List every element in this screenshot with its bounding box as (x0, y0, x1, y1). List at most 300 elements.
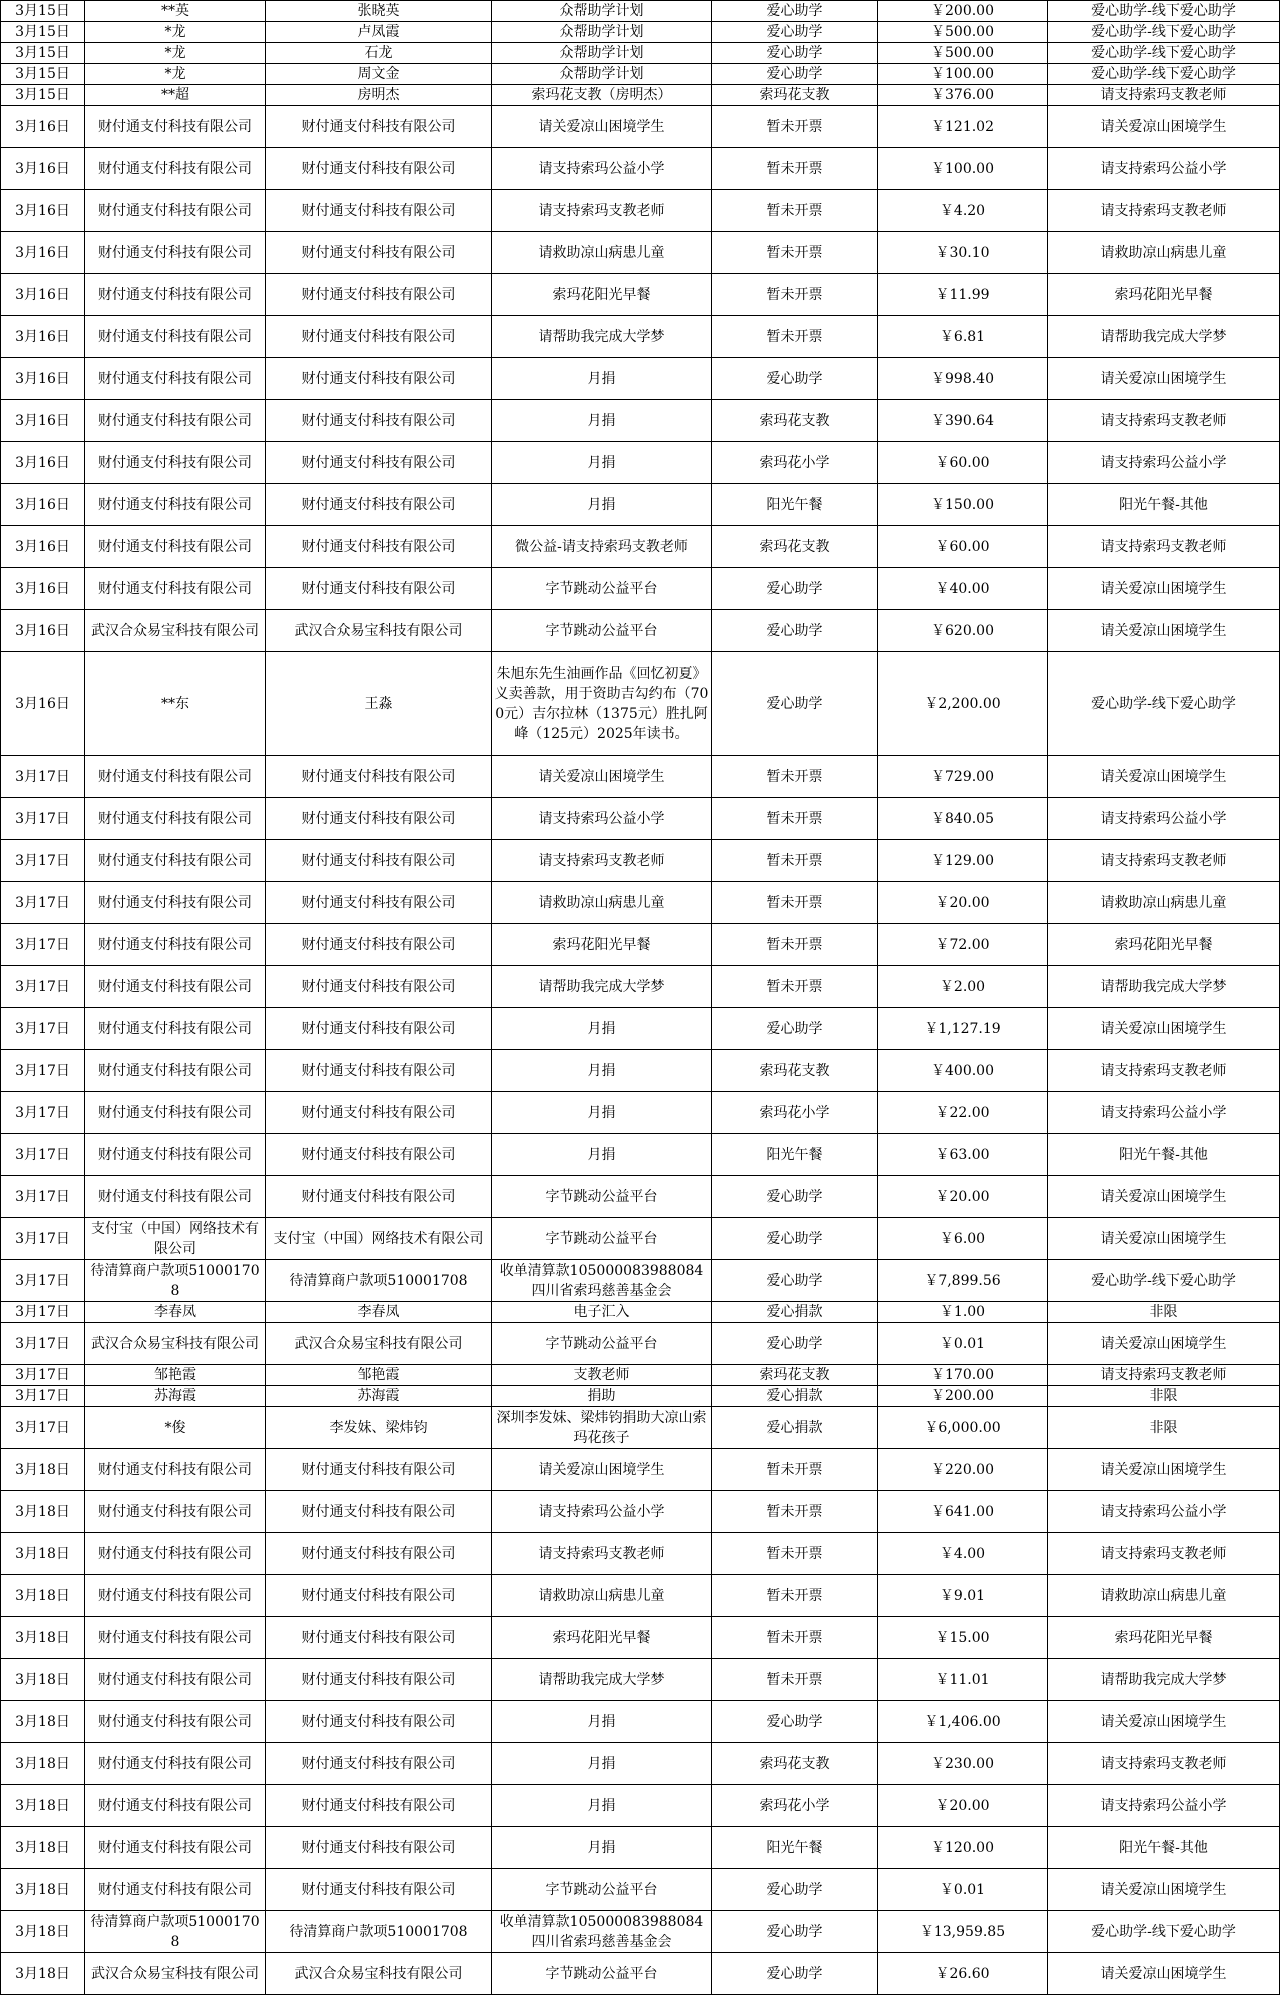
name-cell: 财付通支付科技有限公司 (266, 798, 492, 840)
name-cell: 财付通支付科技有限公司 (266, 1785, 492, 1827)
name-cell: 李发妹、梁炜钧 (266, 1407, 492, 1449)
donor-cell: 财付通支付科技有限公司 (85, 1575, 266, 1617)
table-row (1, 1911, 1280, 1953)
amount-cell: ￥0.01 (878, 1323, 1048, 1365)
table-row (1, 652, 1280, 756)
purpose-cell: 请关爱凉山困境学生 (1048, 568, 1280, 610)
table-row (1, 1575, 1280, 1617)
amount-cell: ￥200.00 (878, 1386, 1048, 1407)
project-cell: 月捐 (492, 400, 712, 442)
invoice-cell: 索玛花支教 (712, 1365, 878, 1386)
invoice-cell: 爱心助学 (712, 43, 878, 64)
invoice-cell: 暂未开票 (712, 232, 878, 274)
date-cell: 3月17日 (1, 1176, 85, 1218)
invoice-cell: 暂未开票 (712, 1659, 878, 1701)
donor-cell: 财付通支付科技有限公司 (85, 882, 266, 924)
project-cell: 字节跳动公益平台 (492, 1218, 712, 1260)
purpose-cell: 请关爱凉山困境学生 (1048, 358, 1280, 400)
name-cell: 财付通支付科技有限公司 (266, 442, 492, 484)
date-cell: 3月18日 (1, 1827, 85, 1869)
date-cell: 3月18日 (1, 1659, 85, 1701)
date-cell: 3月16日 (1, 232, 85, 274)
donor-cell: 财付通支付科技有限公司 (85, 798, 266, 840)
project-cell: 请帮助我完成大学梦 (492, 1659, 712, 1701)
invoice-cell: 暂未开票 (712, 924, 878, 966)
donor-cell: **超 (85, 85, 266, 106)
amount-cell: ￥120.00 (878, 1827, 1048, 1869)
purpose-cell: 请支持索玛公益小学 (1048, 1785, 1280, 1827)
table-row (1, 442, 1280, 484)
date-cell: 3月16日 (1, 148, 85, 190)
donor-cell: 财付通支付科技有限公司 (85, 148, 266, 190)
purpose-cell: 请救助凉山病患儿童 (1048, 232, 1280, 274)
amount-cell: ￥6.81 (878, 316, 1048, 358)
table-row (1, 43, 1280, 64)
amount-cell: ￥26.60 (878, 1953, 1048, 1995)
purpose-cell: 请支持索玛公益小学 (1048, 148, 1280, 190)
donor-cell: 待清算商户款项510001708 (85, 1911, 266, 1953)
amount-cell: ￥4.20 (878, 190, 1048, 232)
invoice-cell: 爱心助学 (712, 1953, 878, 1995)
date-cell: 3月16日 (1, 568, 85, 610)
purpose-cell: 请救助凉山病患儿童 (1048, 1575, 1280, 1617)
amount-cell: ￥22.00 (878, 1092, 1048, 1134)
date-cell: 3月15日 (1, 85, 85, 106)
date-cell: 3月16日 (1, 358, 85, 400)
purpose-cell: 请关爱凉山困境学生 (1048, 1176, 1280, 1218)
name-cell: 待清算商户款项510001708 (266, 1911, 492, 1953)
donor-cell: 财付通支付科技有限公司 (85, 358, 266, 400)
donor-cell: 支付宝（中国）网络技术有限公司 (85, 1218, 266, 1260)
name-cell: 房明杰 (266, 85, 492, 106)
invoice-cell: 爱心助学 (712, 1008, 878, 1050)
date-cell: 3月18日 (1, 1491, 85, 1533)
name-cell: 李春凤 (266, 1302, 492, 1323)
invoice-cell: 爱心捐款 (712, 1386, 878, 1407)
purpose-cell: 请关爱凉山困境学生 (1048, 1218, 1280, 1260)
project-cell: 月捐 (492, 442, 712, 484)
purpose-cell: 请关爱凉山困境学生 (1048, 610, 1280, 652)
project-cell: 请关爱凉山困境学生 (492, 1449, 712, 1491)
project-cell: 请支持索玛支教老师 (492, 190, 712, 232)
amount-cell: ￥11.01 (878, 1659, 1048, 1701)
donor-cell: 财付通支付科技有限公司 (85, 1008, 266, 1050)
name-cell: 财付通支付科技有限公司 (266, 1659, 492, 1701)
table-row (1, 1260, 1280, 1302)
amount-cell: ￥40.00 (878, 568, 1048, 610)
date-cell: 3月16日 (1, 106, 85, 148)
project-cell: 字节跳动公益平台 (492, 610, 712, 652)
table-row (1, 85, 1280, 106)
amount-cell: ￥20.00 (878, 1176, 1048, 1218)
invoice-cell: 爱心助学 (712, 1260, 878, 1302)
invoice-cell: 暂未开票 (712, 1449, 878, 1491)
table-row (1, 568, 1280, 610)
table-row (1, 1533, 1280, 1575)
project-cell: 字节跳动公益平台 (492, 1176, 712, 1218)
donor-cell: 财付通支付科技有限公司 (85, 966, 266, 1008)
table-row (1, 106, 1280, 148)
project-cell: 请救助凉山病患儿童 (492, 1575, 712, 1617)
project-cell: 月捐 (492, 1134, 712, 1176)
table-row (1, 1365, 1280, 1386)
purpose-cell: 爱心助学-线下爱心助学 (1048, 43, 1280, 64)
amount-cell: ￥121.02 (878, 106, 1048, 148)
purpose-cell: 索玛花阳光早餐 (1048, 924, 1280, 966)
table-row (1, 1092, 1280, 1134)
table-row (1, 1953, 1280, 1995)
amount-cell: ￥129.00 (878, 840, 1048, 882)
name-cell: 财付通支付科技有限公司 (266, 1449, 492, 1491)
project-cell: 请支持索玛公益小学 (492, 798, 712, 840)
project-cell: 月捐 (492, 1701, 712, 1743)
donor-cell: 财付通支付科技有限公司 (85, 442, 266, 484)
name-cell: 财付通支付科技有限公司 (266, 966, 492, 1008)
purpose-cell: 请支持索玛支教老师 (1048, 1533, 1280, 1575)
purpose-cell: 阳光午餐-其他 (1048, 1134, 1280, 1176)
project-cell: 请支持索玛公益小学 (492, 1491, 712, 1533)
donor-cell: 财付通支付科技有限公司 (85, 1617, 266, 1659)
donor-cell: 财付通支付科技有限公司 (85, 1701, 266, 1743)
invoice-cell: 爱心助学 (712, 1176, 878, 1218)
date-cell: 3月16日 (1, 610, 85, 652)
date-cell: 3月17日 (1, 756, 85, 798)
name-cell: 武汉合众易宝科技有限公司 (266, 610, 492, 652)
table-row (1, 1785, 1280, 1827)
project-cell: 月捐 (492, 1008, 712, 1050)
date-cell: 3月16日 (1, 190, 85, 232)
donor-cell: 苏海霞 (85, 1386, 266, 1407)
amount-cell: ￥20.00 (878, 882, 1048, 924)
amount-cell: ￥6.00 (878, 1218, 1048, 1260)
purpose-cell: 请关爱凉山困境学生 (1048, 1701, 1280, 1743)
project-cell: 月捐 (492, 1050, 712, 1092)
invoice-cell: 索玛花支教 (712, 400, 878, 442)
amount-cell: ￥620.00 (878, 610, 1048, 652)
invoice-cell: 暂未开票 (712, 274, 878, 316)
project-cell: 请支持索玛公益小学 (492, 148, 712, 190)
table-row (1, 484, 1280, 526)
project-cell: 索玛花阳光早餐 (492, 1617, 712, 1659)
name-cell: 苏海霞 (266, 1386, 492, 1407)
donor-cell: *龙 (85, 64, 266, 85)
project-cell: 请救助凉山病患儿童 (492, 882, 712, 924)
invoice-cell: 爱心助学 (712, 1701, 878, 1743)
donor-cell: 财付通支付科技有限公司 (85, 1491, 266, 1533)
invoice-cell: 暂未开票 (712, 1617, 878, 1659)
project-cell: 众帮助学计划 (492, 1, 712, 22)
invoice-cell: 暂未开票 (712, 190, 878, 232)
name-cell: 邹艳霞 (266, 1365, 492, 1386)
name-cell: 张晓英 (266, 1, 492, 22)
donor-cell: 待清算商户款项510001708 (85, 1260, 266, 1302)
donor-cell: 财付通支付科技有限公司 (85, 316, 266, 358)
table-row (1, 756, 1280, 798)
donor-cell: 财付通支付科技有限公司 (85, 106, 266, 148)
donor-cell: 财付通支付科技有限公司 (85, 1134, 266, 1176)
project-cell: 请支持索玛支教老师 (492, 840, 712, 882)
amount-cell: ￥15.00 (878, 1617, 1048, 1659)
purpose-cell: 请支持索玛公益小学 (1048, 442, 1280, 484)
date-cell: 3月15日 (1, 1, 85, 22)
project-cell: 收单清算款105000083988084四川省索玛慈善基金会 (492, 1911, 712, 1953)
table-row (1, 1, 1280, 22)
project-cell: 收单清算款105000083988084四川省索玛慈善基金会 (492, 1260, 712, 1302)
name-cell: 财付通支付科技有限公司 (266, 106, 492, 148)
project-cell: 朱旭东先生油画作品《回忆初夏》义卖善款，用于资助吉勾约布（700元）吉尔拉林（1375元）胜扎阿峰（125元）2025年读书。 (492, 652, 712, 756)
table-row (1, 316, 1280, 358)
name-cell: 财付通支付科技有限公司 (266, 756, 492, 798)
table-row (1, 966, 1280, 1008)
project-cell: 字节跳动公益平台 (492, 1323, 712, 1365)
donor-cell: 财付通支付科技有限公司 (85, 756, 266, 798)
invoice-cell: 暂未开票 (712, 106, 878, 148)
invoice-cell: 暂未开票 (712, 756, 878, 798)
purpose-cell: 请支持索玛支教老师 (1048, 840, 1280, 882)
date-cell: 3月18日 (1, 1911, 85, 1953)
donor-cell: 财付通支付科技有限公司 (85, 924, 266, 966)
table-row (1, 840, 1280, 882)
date-cell: 3月16日 (1, 652, 85, 756)
table-row (1, 1176, 1280, 1218)
date-cell: 3月18日 (1, 1449, 85, 1491)
amount-cell: ￥4.00 (878, 1533, 1048, 1575)
name-cell: 财付通支付科技有限公司 (266, 1617, 492, 1659)
amount-cell: ￥729.00 (878, 756, 1048, 798)
amount-cell: ￥60.00 (878, 526, 1048, 568)
invoice-cell: 爱心助学 (712, 22, 878, 43)
purpose-cell: 请支持索玛公益小学 (1048, 798, 1280, 840)
amount-cell: ￥170.00 (878, 1365, 1048, 1386)
donor-cell: **英 (85, 1, 266, 22)
invoice-cell: 暂未开票 (712, 148, 878, 190)
table-row (1, 1827, 1280, 1869)
donor-cell: 财付通支付科技有限公司 (85, 568, 266, 610)
date-cell: 3月17日 (1, 1302, 85, 1323)
donor-cell: 武汉合众易宝科技有限公司 (85, 1323, 266, 1365)
donor-cell: 武汉合众易宝科技有限公司 (85, 1953, 266, 1995)
name-cell: 财付通支付科技有限公司 (266, 1491, 492, 1533)
donor-cell: 财付通支付科技有限公司 (85, 1449, 266, 1491)
purpose-cell: 请关爱凉山困境学生 (1048, 106, 1280, 148)
table-row (1, 148, 1280, 190)
table-row (1, 190, 1280, 232)
table-row (1, 924, 1280, 966)
name-cell: 卢凤霞 (266, 22, 492, 43)
invoice-cell: 暂未开票 (712, 798, 878, 840)
name-cell: 财付通支付科技有限公司 (266, 1575, 492, 1617)
project-cell: 请帮助我完成大学梦 (492, 316, 712, 358)
purpose-cell: 索玛花阳光早餐 (1048, 274, 1280, 316)
date-cell: 3月17日 (1, 1050, 85, 1092)
donor-cell: 财付通支付科技有限公司 (85, 526, 266, 568)
name-cell: 财付通支付科技有限公司 (266, 274, 492, 316)
table-row (1, 1659, 1280, 1701)
project-cell: 众帮助学计划 (492, 64, 712, 85)
donor-cell: 财付通支付科技有限公司 (85, 484, 266, 526)
name-cell: 财付通支付科技有限公司 (266, 358, 492, 400)
purpose-cell: 请关爱凉山困境学生 (1048, 1008, 1280, 1050)
invoice-cell: 索玛花支教 (712, 1050, 878, 1092)
name-cell: 财付通支付科技有限公司 (266, 484, 492, 526)
invoice-cell: 爱心助学 (712, 1218, 878, 1260)
project-cell: 众帮助学计划 (492, 43, 712, 64)
purpose-cell: 索玛花阳光早餐 (1048, 1617, 1280, 1659)
purpose-cell: 请关爱凉山困境学生 (1048, 756, 1280, 798)
invoice-cell: 爱心助学 (712, 64, 878, 85)
purpose-cell: 爱心助学-线下爱心助学 (1048, 1260, 1280, 1302)
date-cell: 3月17日 (1, 966, 85, 1008)
name-cell: 支付宝（中国）网络技术有限公司 (266, 1218, 492, 1260)
table-row (1, 1617, 1280, 1659)
purpose-cell: 非限 (1048, 1407, 1280, 1449)
name-cell: 财付通支付科技有限公司 (266, 840, 492, 882)
amount-cell: ￥376.00 (878, 85, 1048, 106)
purpose-cell: 请支持索玛支教老师 (1048, 1365, 1280, 1386)
date-cell: 3月17日 (1, 1092, 85, 1134)
donor-cell: *俊 (85, 1407, 266, 1449)
name-cell: 财付通支付科技有限公司 (266, 190, 492, 232)
name-cell: 财付通支付科技有限公司 (266, 526, 492, 568)
purpose-cell: 请救助凉山病患儿童 (1048, 882, 1280, 924)
invoice-cell: 暂未开票 (712, 316, 878, 358)
project-cell: 月捐 (492, 358, 712, 400)
invoice-cell: 暂未开票 (712, 966, 878, 1008)
table-row (1, 358, 1280, 400)
amount-cell: ￥998.40 (878, 358, 1048, 400)
donor-cell: 财付通支付科技有限公司 (85, 1743, 266, 1785)
name-cell: 财付通支付科技有限公司 (266, 316, 492, 358)
amount-cell: ￥2.00 (878, 966, 1048, 1008)
amount-cell: ￥11.99 (878, 274, 1048, 316)
amount-cell: ￥20.00 (878, 1785, 1048, 1827)
project-cell: 众帮助学计划 (492, 22, 712, 43)
name-cell: 财付通支付科技有限公司 (266, 1092, 492, 1134)
date-cell: 3月17日 (1, 840, 85, 882)
name-cell: 待清算商户款项510001708 (266, 1260, 492, 1302)
date-cell: 3月18日 (1, 1575, 85, 1617)
project-cell: 字节跳动公益平台 (492, 1953, 712, 1995)
table-row (1, 882, 1280, 924)
purpose-cell: 请帮助我完成大学梦 (1048, 966, 1280, 1008)
table-row (1, 1008, 1280, 1050)
date-cell: 3月17日 (1, 1008, 85, 1050)
amount-cell: ￥200.00 (878, 1, 1048, 22)
date-cell: 3月17日 (1, 1386, 85, 1407)
table-row (1, 232, 1280, 274)
date-cell: 3月18日 (1, 1869, 85, 1911)
project-cell: 字节跳动公益平台 (492, 568, 712, 610)
purpose-cell: 请支持索玛支教老师 (1048, 1050, 1280, 1092)
date-cell: 3月16日 (1, 400, 85, 442)
donor-cell: 财付通支付科技有限公司 (85, 1050, 266, 1092)
amount-cell: ￥30.10 (878, 232, 1048, 274)
invoice-cell: 索玛花小学 (712, 1785, 878, 1827)
project-cell: 捐助 (492, 1386, 712, 1407)
name-cell: 武汉合众易宝科技有限公司 (266, 1323, 492, 1365)
project-cell: 月捐 (492, 1827, 712, 1869)
purpose-cell: 请支持索玛支教老师 (1048, 526, 1280, 568)
purpose-cell: 请支持索玛支教老师 (1048, 190, 1280, 232)
name-cell: 财付通支付科技有限公司 (266, 924, 492, 966)
table-row (1, 1701, 1280, 1743)
invoice-cell: 阳光午餐 (712, 1827, 878, 1869)
amount-cell: ￥150.00 (878, 484, 1048, 526)
name-cell: 财付通支付科技有限公司 (266, 148, 492, 190)
donor-cell: 财付通支付科技有限公司 (85, 1533, 266, 1575)
purpose-cell: 爱心助学-线下爱心助学 (1048, 652, 1280, 756)
name-cell: 财付通支付科技有限公司 (266, 400, 492, 442)
amount-cell: ￥9.01 (878, 1575, 1048, 1617)
invoice-cell: 爱心助学 (712, 568, 878, 610)
purpose-cell: 请支持索玛公益小学 (1048, 1491, 1280, 1533)
name-cell: 财付通支付科技有限公司 (266, 1050, 492, 1092)
invoice-cell: 索玛花支教 (712, 526, 878, 568)
invoice-cell: 爱心助学 (712, 1, 878, 22)
name-cell: 武汉合众易宝科技有限公司 (266, 1953, 492, 1995)
amount-cell: ￥500.00 (878, 22, 1048, 43)
purpose-cell: 请支持索玛支教老师 (1048, 1743, 1280, 1785)
project-cell: 索玛花阳光早餐 (492, 274, 712, 316)
table-row (1, 1449, 1280, 1491)
purpose-cell: 请关爱凉山困境学生 (1048, 1323, 1280, 1365)
name-cell: 财付通支付科技有限公司 (266, 1533, 492, 1575)
donor-cell: 财付通支付科技有限公司 (85, 840, 266, 882)
donor-cell: 邹艳霞 (85, 1365, 266, 1386)
date-cell: 3月18日 (1, 1743, 85, 1785)
amount-cell: ￥1.00 (878, 1302, 1048, 1323)
purpose-cell: 爱心助学-线下爱心助学 (1048, 64, 1280, 85)
donor-cell: 财付通支付科技有限公司 (85, 232, 266, 274)
invoice-cell: 爱心助学 (712, 1323, 878, 1365)
invoice-cell: 爱心助学 (712, 610, 878, 652)
date-cell: 3月18日 (1, 1533, 85, 1575)
date-cell: 3月17日 (1, 1260, 85, 1302)
amount-cell: ￥100.00 (878, 148, 1048, 190)
name-cell: 财付通支付科技有限公司 (266, 1008, 492, 1050)
name-cell: 财付通支付科技有限公司 (266, 1869, 492, 1911)
project-cell: 请关爱凉山困境学生 (492, 106, 712, 148)
invoice-cell: 阳光午餐 (712, 484, 878, 526)
date-cell: 3月16日 (1, 442, 85, 484)
donor-cell: 李春凤 (85, 1302, 266, 1323)
invoice-cell: 爱心助学 (712, 1911, 878, 1953)
purpose-cell: 请关爱凉山困境学生 (1048, 1869, 1280, 1911)
amount-cell: ￥0.01 (878, 1869, 1048, 1911)
donor-cell: 财付通支付科技有限公司 (85, 1869, 266, 1911)
table-row (1, 1491, 1280, 1533)
invoice-cell: 暂未开票 (712, 1533, 878, 1575)
table-row (1, 1323, 1280, 1365)
purpose-cell: 请帮助我完成大学梦 (1048, 316, 1280, 358)
purpose-cell: 请关爱凉山困境学生 (1048, 1449, 1280, 1491)
project-cell: 月捐 (492, 1092, 712, 1134)
date-cell: 3月16日 (1, 316, 85, 358)
donor-cell: 财付通支付科技有限公司 (85, 1659, 266, 1701)
table-row (1, 400, 1280, 442)
amount-cell: ￥60.00 (878, 442, 1048, 484)
name-cell: 财付通支付科技有限公司 (266, 1827, 492, 1869)
date-cell: 3月15日 (1, 64, 85, 85)
table-row (1, 1743, 1280, 1785)
purpose-cell: 请支持索玛支教老师 (1048, 400, 1280, 442)
amount-cell: ￥100.00 (878, 64, 1048, 85)
amount-cell: ￥390.64 (878, 400, 1048, 442)
amount-cell: ￥500.00 (878, 43, 1048, 64)
date-cell: 3月16日 (1, 274, 85, 316)
invoice-cell: 爱心捐款 (712, 1407, 878, 1449)
table-row (1, 526, 1280, 568)
